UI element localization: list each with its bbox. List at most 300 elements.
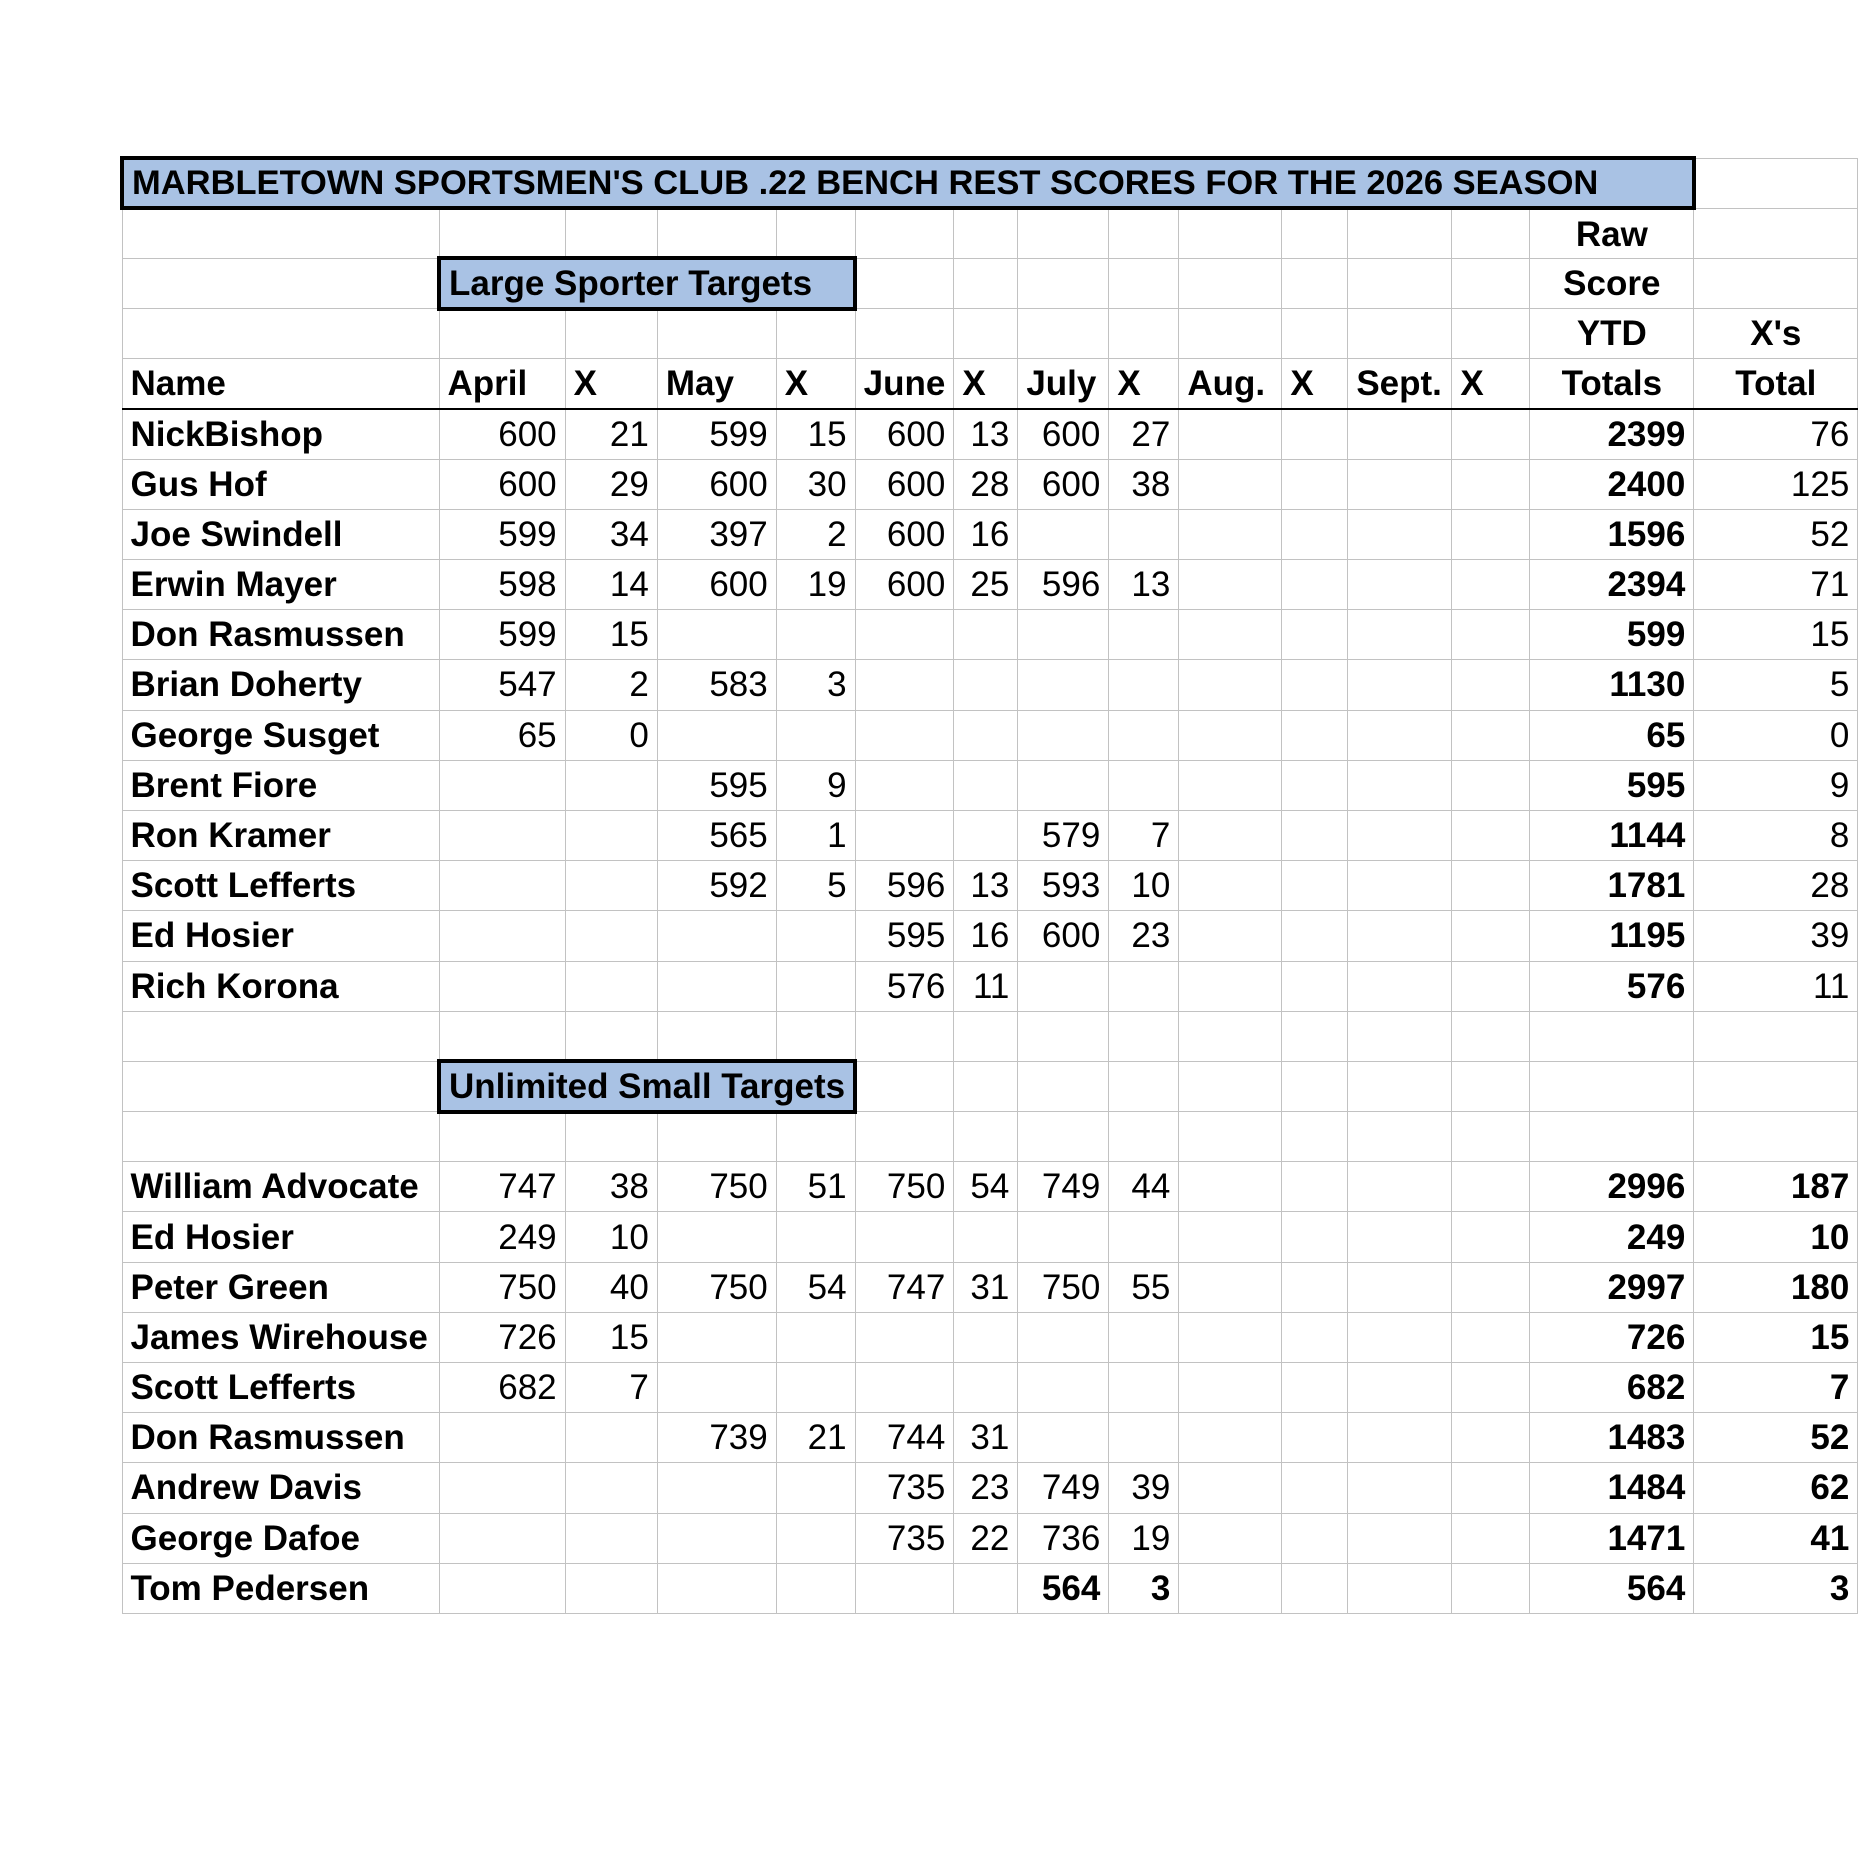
score-cell[interactable]: 747 [439, 1162, 565, 1212]
score-cell[interactable] [1179, 1413, 1282, 1463]
score-cell[interactable]: 600 [657, 560, 776, 610]
player-name-cell[interactable]: Erwin Mayer [122, 560, 439, 610]
player-name-cell[interactable]: Brent Fiore [122, 760, 439, 810]
score-cell[interactable] [439, 961, 565, 1011]
score-cell[interactable] [1348, 810, 1452, 860]
score-cell[interactable] [1348, 660, 1452, 710]
raw-total-cell[interactable]: 564 [1530, 1563, 1694, 1613]
score-cell[interactable]: 749 [1018, 1162, 1109, 1212]
raw-total-cell[interactable]: 599 [1530, 610, 1694, 660]
x-count-cell[interactable]: 2 [776, 509, 855, 559]
player-name-cell[interactable]: Ron Kramer [122, 810, 439, 860]
score-cell[interactable] [657, 1212, 776, 1262]
x-count-cell[interactable]: 14 [565, 560, 657, 610]
empty-cell[interactable] [1530, 1112, 1694, 1162]
x-count-cell[interactable] [1452, 459, 1530, 509]
player-name-cell[interactable]: Rich Korona [122, 961, 439, 1011]
score-cell[interactable] [1348, 1563, 1452, 1613]
score-cell[interactable] [855, 1363, 954, 1413]
x-count-cell[interactable]: 38 [1109, 459, 1179, 509]
x-count-cell[interactable] [565, 1563, 657, 1613]
score-cell[interactable] [657, 1513, 776, 1563]
score-cell[interactable] [657, 961, 776, 1011]
x-count-cell[interactable]: 13 [954, 409, 1018, 459]
score-cell[interactable] [855, 710, 954, 760]
x-total-cell[interactable]: 15 [1694, 610, 1858, 660]
score-cell[interactable] [855, 810, 954, 860]
x-count-cell[interactable]: 28 [954, 459, 1018, 509]
x-count-cell[interactable]: 40 [565, 1262, 657, 1312]
player-name-cell[interactable]: Andrew Davis [122, 1463, 439, 1513]
empty-cell[interactable] [954, 1011, 1018, 1061]
x-count-cell[interactable] [776, 610, 855, 660]
score-cell[interactable]: 600 [1018, 911, 1109, 961]
empty-cell[interactable] [122, 208, 439, 258]
score-cell[interactable]: 749 [1018, 1463, 1109, 1513]
score-cell[interactable] [1179, 710, 1282, 760]
score-cell[interactable] [657, 911, 776, 961]
empty-cell[interactable] [565, 1112, 657, 1162]
x-count-cell[interactable]: 3 [776, 660, 855, 710]
x-count-cell[interactable] [1452, 760, 1530, 810]
score-cell[interactable] [1348, 509, 1452, 559]
player-name-cell[interactable]: George Dafoe [122, 1513, 439, 1563]
score-cell[interactable] [1348, 1513, 1452, 1563]
x-count-cell[interactable] [776, 1563, 855, 1613]
empty-cell[interactable] [1452, 1011, 1530, 1061]
empty-cell[interactable] [1282, 1011, 1348, 1061]
score-cell[interactable] [1179, 1563, 1282, 1613]
x-count-cell[interactable] [1452, 1513, 1530, 1563]
empty-cell[interactable] [122, 1112, 439, 1162]
raw-total-cell[interactable]: 2997 [1530, 1262, 1694, 1312]
score-cell[interactable] [855, 1563, 954, 1613]
raw-total-cell[interactable]: 1483 [1530, 1413, 1694, 1463]
x-count-cell[interactable] [1452, 1262, 1530, 1312]
player-name-cell[interactable]: Brian Doherty [122, 660, 439, 710]
score-cell[interactable]: 599 [439, 509, 565, 559]
score-cell[interactable] [1179, 560, 1282, 610]
x-count-cell[interactable] [1452, 660, 1530, 710]
empty-cell[interactable] [657, 1011, 776, 1061]
score-cell[interactable]: 595 [657, 760, 776, 810]
x-count-cell[interactable]: 22 [954, 1513, 1018, 1563]
score-cell[interactable]: 599 [657, 409, 776, 459]
empty-cell[interactable] [1348, 1112, 1452, 1162]
x-total-cell[interactable]: 9 [1694, 760, 1858, 810]
x-count-cell[interactable] [1282, 1162, 1348, 1212]
empty-cell[interactable] [122, 258, 439, 308]
x-count-cell[interactable] [1282, 1463, 1348, 1513]
score-cell[interactable] [1018, 961, 1109, 1011]
score-cell[interactable] [439, 1463, 565, 1513]
empty-cell[interactable] [954, 1112, 1018, 1162]
score-cell[interactable] [1179, 1312, 1282, 1362]
x-count-cell[interactable]: 25 [954, 560, 1018, 610]
raw-total-cell[interactable]: 1484 [1530, 1463, 1694, 1513]
x-total-cell[interactable]: 180 [1694, 1262, 1858, 1312]
x-count-cell[interactable] [1109, 660, 1179, 710]
x-total-cell[interactable]: 125 [1694, 459, 1858, 509]
empty-cell[interactable] [1694, 158, 1858, 208]
score-cell[interactable] [1179, 911, 1282, 961]
x-count-cell[interactable]: 1 [776, 810, 855, 860]
x-count-cell[interactable] [1109, 1312, 1179, 1362]
x-count-cell[interactable] [776, 1363, 855, 1413]
score-cell[interactable]: 565 [657, 810, 776, 860]
x-count-cell[interactable] [1282, 1212, 1348, 1262]
x-count-cell[interactable] [776, 961, 855, 1011]
x-total-cell[interactable]: 41 [1694, 1513, 1858, 1563]
score-cell[interactable] [1018, 1312, 1109, 1362]
raw-total-cell[interactable]: 2400 [1530, 459, 1694, 509]
player-name-cell[interactable]: Gus Hof [122, 459, 439, 509]
x-count-cell[interactable]: 19 [1109, 1513, 1179, 1563]
score-cell[interactable]: 596 [1018, 560, 1109, 610]
x-count-cell[interactable]: 2 [565, 660, 657, 710]
x-count-cell[interactable]: 55 [1109, 1262, 1179, 1312]
empty-cell[interactable] [776, 1011, 855, 1061]
empty-cell[interactable] [1018, 1112, 1109, 1162]
empty-cell[interactable] [1694, 1011, 1858, 1061]
x-count-cell[interactable] [1282, 409, 1348, 459]
x-count-cell[interactable] [954, 1363, 1018, 1413]
x-count-cell[interactable] [954, 1312, 1018, 1362]
x-count-cell[interactable] [1282, 961, 1348, 1011]
x-count-cell[interactable] [1452, 1413, 1530, 1463]
x-count-cell[interactable] [954, 1563, 1018, 1613]
score-cell[interactable] [855, 760, 954, 810]
x-count-cell[interactable] [776, 911, 855, 961]
empty-cell[interactable] [565, 1011, 657, 1061]
score-cell[interactable] [657, 1463, 776, 1513]
score-cell[interactable] [657, 710, 776, 760]
raw-total-cell[interactable]: 595 [1530, 760, 1694, 810]
score-cell[interactable] [1348, 760, 1452, 810]
score-cell[interactable] [657, 610, 776, 660]
x-count-cell[interactable] [1282, 1262, 1348, 1312]
x-count-cell[interactable] [1282, 1363, 1348, 1413]
score-cell[interactable] [657, 1312, 776, 1362]
score-cell[interactable]: 600 [855, 409, 954, 459]
x-count-cell[interactable] [1282, 710, 1348, 760]
score-cell[interactable] [439, 1563, 565, 1613]
x-count-cell[interactable]: 19 [776, 560, 855, 610]
empty-cell[interactable] [1348, 1011, 1452, 1061]
score-cell[interactable]: 596 [855, 861, 954, 911]
empty-cell[interactable] [1109, 1011, 1179, 1061]
x-total-cell[interactable]: 3 [1694, 1563, 1858, 1613]
score-cell[interactable] [1179, 509, 1282, 559]
x-count-cell[interactable]: 39 [1109, 1463, 1179, 1513]
x-count-cell[interactable] [1452, 560, 1530, 610]
x-count-cell[interactable] [1452, 1463, 1530, 1513]
raw-total-cell[interactable]: 576 [1530, 961, 1694, 1011]
score-cell[interactable]: 600 [439, 409, 565, 459]
score-cell[interactable] [1348, 409, 1452, 459]
empty-cell[interactable] [439, 1112, 565, 1162]
x-count-cell[interactable]: 16 [954, 509, 1018, 559]
player-name-cell[interactable]: Ed Hosier [122, 911, 439, 961]
score-cell[interactable]: 750 [855, 1162, 954, 1212]
x-count-cell[interactable]: 38 [565, 1162, 657, 1212]
x-count-cell[interactable]: 54 [776, 1262, 855, 1312]
x-count-cell[interactable] [1452, 610, 1530, 660]
empty-cell[interactable] [954, 1061, 1018, 1111]
score-cell[interactable] [1348, 911, 1452, 961]
player-name-cell[interactable]: James Wirehouse [122, 1312, 439, 1362]
score-cell[interactable] [1179, 459, 1282, 509]
score-cell[interactable] [1348, 961, 1452, 1011]
x-count-cell[interactable] [1282, 760, 1348, 810]
raw-total-cell[interactable]: 1130 [1530, 660, 1694, 710]
x-count-cell[interactable]: 10 [1109, 861, 1179, 911]
raw-total-cell[interactable]: 65 [1530, 710, 1694, 760]
x-count-cell[interactable]: 21 [565, 409, 657, 459]
empty-cell[interactable] [1179, 1112, 1282, 1162]
x-count-cell[interactable] [1452, 961, 1530, 1011]
x-count-cell[interactable]: 15 [565, 610, 657, 660]
score-cell[interactable]: 397 [657, 509, 776, 559]
score-cell[interactable] [439, 861, 565, 911]
score-cell[interactable] [1179, 1363, 1282, 1413]
x-count-cell[interactable] [565, 861, 657, 911]
raw-total-cell[interactable]: 1781 [1530, 861, 1694, 911]
score-cell[interactable] [1348, 1463, 1452, 1513]
x-count-cell[interactable] [954, 710, 1018, 760]
score-cell[interactable] [1018, 1413, 1109, 1463]
player-name-cell[interactable]: NickBishop [122, 409, 439, 459]
x-count-cell[interactable]: 54 [954, 1162, 1018, 1212]
raw-total-cell[interactable]: 2399 [1530, 409, 1694, 459]
empty-cell[interactable] [439, 1011, 565, 1061]
empty-cell[interactable] [122, 1061, 439, 1111]
empty-cell[interactable] [1109, 1061, 1179, 1111]
x-count-cell[interactable] [1282, 1513, 1348, 1563]
score-cell[interactable]: 600 [855, 560, 954, 610]
score-cell[interactable]: 600 [439, 459, 565, 509]
score-cell[interactable] [657, 1563, 776, 1613]
score-cell[interactable]: 547 [439, 660, 565, 710]
x-count-cell[interactable] [1109, 760, 1179, 810]
x-count-cell[interactable] [565, 760, 657, 810]
x-count-cell[interactable] [565, 810, 657, 860]
x-count-cell[interactable] [565, 1413, 657, 1463]
x-count-cell[interactable] [1452, 409, 1530, 459]
x-total-cell[interactable]: 62 [1694, 1463, 1858, 1513]
score-cell[interactable] [1179, 1463, 1282, 1513]
x-count-cell[interactable]: 23 [1109, 911, 1179, 961]
score-cell[interactable]: 747 [855, 1262, 954, 1312]
x-count-cell[interactable] [1282, 911, 1348, 961]
x-count-cell[interactable]: 34 [565, 509, 657, 559]
x-total-cell[interactable]: 52 [1694, 509, 1858, 559]
empty-cell[interactable] [855, 1112, 954, 1162]
empty-cell[interactable] [1348, 1061, 1452, 1111]
raw-total-cell[interactable]: 1471 [1530, 1513, 1694, 1563]
score-cell[interactable]: 726 [439, 1312, 565, 1362]
raw-total-cell[interactable]: 1195 [1530, 911, 1694, 961]
score-cell[interactable]: 744 [855, 1413, 954, 1463]
x-count-cell[interactable]: 10 [565, 1212, 657, 1262]
score-cell[interactable] [1348, 1212, 1452, 1262]
x-count-cell[interactable] [954, 660, 1018, 710]
empty-cell[interactable] [1018, 1061, 1109, 1111]
raw-total-cell[interactable]: 2996 [1530, 1162, 1694, 1212]
score-cell[interactable] [439, 760, 565, 810]
score-cell[interactable] [439, 810, 565, 860]
score-cell[interactable]: 600 [855, 509, 954, 559]
raw-total-cell[interactable]: 1144 [1530, 810, 1694, 860]
empty-cell[interactable] [855, 1061, 954, 1111]
x-count-cell[interactable]: 31 [954, 1262, 1018, 1312]
score-cell[interactable]: 600 [1018, 409, 1109, 459]
x-count-cell[interactable] [1452, 509, 1530, 559]
empty-cell[interactable] [1694, 1112, 1858, 1162]
raw-total-cell[interactable]: 2394 [1530, 560, 1694, 610]
x-count-cell[interactable] [1452, 710, 1530, 760]
score-cell[interactable]: 564 [1018, 1563, 1109, 1613]
empty-cell[interactable] [657, 1112, 776, 1162]
x-count-cell[interactable] [1452, 810, 1530, 860]
score-cell[interactable] [1018, 509, 1109, 559]
player-name-cell[interactable]: George Susget [122, 710, 439, 760]
empty-cell[interactable] [1452, 1061, 1530, 1111]
x-count-cell[interactable] [1282, 509, 1348, 559]
x-count-cell[interactable]: 21 [776, 1413, 855, 1463]
x-count-cell[interactable] [1109, 1363, 1179, 1413]
score-cell[interactable] [1348, 1162, 1452, 1212]
x-count-cell[interactable] [1282, 1563, 1348, 1613]
score-cell[interactable] [1348, 560, 1452, 610]
x-count-cell[interactable]: 7 [1109, 810, 1179, 860]
player-name-cell[interactable]: Scott Lefferts [122, 861, 439, 911]
x-total-cell[interactable]: 39 [1694, 911, 1858, 961]
player-name-cell[interactable]: Tom Pedersen [122, 1563, 439, 1613]
x-count-cell[interactable]: 31 [954, 1413, 1018, 1463]
score-cell[interactable] [1179, 760, 1282, 810]
raw-total-cell[interactable]: 249 [1530, 1212, 1694, 1262]
score-cell[interactable]: 735 [855, 1513, 954, 1563]
x-count-cell[interactable] [1282, 560, 1348, 610]
score-cell[interactable] [1018, 710, 1109, 760]
score-cell[interactable]: 735 [855, 1463, 954, 1513]
x-count-cell[interactable]: 44 [1109, 1162, 1179, 1212]
x-count-cell[interactable] [565, 1513, 657, 1563]
raw-total-cell[interactable]: 726 [1530, 1312, 1694, 1362]
x-count-cell[interactable] [1452, 911, 1530, 961]
x-count-cell[interactable] [776, 1463, 855, 1513]
score-cell[interactable] [439, 911, 565, 961]
score-cell[interactable] [1348, 459, 1452, 509]
x-count-cell[interactable]: 23 [954, 1463, 1018, 1513]
x-count-cell[interactable] [954, 810, 1018, 860]
x-count-cell[interactable] [1109, 509, 1179, 559]
score-cell[interactable] [1348, 1262, 1452, 1312]
x-count-cell[interactable] [776, 710, 855, 760]
x-count-cell[interactable] [1282, 861, 1348, 911]
x-count-cell[interactable] [954, 1212, 1018, 1262]
x-total-cell[interactable]: 11 [1694, 961, 1858, 1011]
x-count-cell[interactable]: 0 [565, 710, 657, 760]
empty-cell[interactable] [1282, 1112, 1348, 1162]
x-count-cell[interactable] [776, 1212, 855, 1262]
empty-cell[interactable] [1179, 1011, 1282, 1061]
score-cell[interactable]: 598 [439, 560, 565, 610]
x-total-cell[interactable]: 7 [1694, 1363, 1858, 1413]
score-cell[interactable] [1179, 810, 1282, 860]
x-count-cell[interactable] [1452, 1312, 1530, 1362]
score-cell[interactable] [1348, 1413, 1452, 1463]
score-cell[interactable] [1018, 1212, 1109, 1262]
x-count-cell[interactable] [1282, 810, 1348, 860]
x-count-cell[interactable]: 7 [565, 1363, 657, 1413]
player-name-cell[interactable]: William Advocate [122, 1162, 439, 1212]
x-count-cell[interactable] [1109, 1212, 1179, 1262]
player-name-cell[interactable]: Scott Lefferts [122, 1363, 439, 1413]
x-count-cell[interactable] [1452, 1162, 1530, 1212]
x-count-cell[interactable]: 30 [776, 459, 855, 509]
x-count-cell[interactable] [1109, 610, 1179, 660]
x-count-cell[interactable]: 5 [776, 861, 855, 911]
x-count-cell[interactable] [1452, 861, 1530, 911]
score-cell[interactable] [1018, 610, 1109, 660]
x-count-cell[interactable]: 11 [954, 961, 1018, 1011]
score-cell[interactable] [439, 1513, 565, 1563]
score-cell[interactable] [657, 1363, 776, 1413]
x-count-cell[interactable]: 9 [776, 760, 855, 810]
score-cell[interactable] [1348, 861, 1452, 911]
x-count-cell[interactable]: 13 [1109, 560, 1179, 610]
score-cell[interactable] [1018, 760, 1109, 810]
x-total-cell[interactable]: 76 [1694, 409, 1858, 459]
raw-total-cell[interactable]: 682 [1530, 1363, 1694, 1413]
x-count-cell[interactable] [1282, 1312, 1348, 1362]
raw-total-cell[interactable]: 1596 [1530, 509, 1694, 559]
player-name-cell[interactable]: Don Rasmussen [122, 610, 439, 660]
score-cell[interactable]: 595 [855, 911, 954, 961]
x-count-cell[interactable] [565, 961, 657, 1011]
x-total-cell[interactable]: 187 [1694, 1162, 1858, 1212]
score-cell[interactable]: 750 [657, 1262, 776, 1312]
score-cell[interactable] [855, 1312, 954, 1362]
player-name-cell[interactable]: Peter Green [122, 1262, 439, 1312]
x-total-cell[interactable]: 71 [1694, 560, 1858, 610]
x-total-cell[interactable]: 10 [1694, 1212, 1858, 1262]
score-cell[interactable] [1179, 861, 1282, 911]
score-cell[interactable]: 599 [439, 610, 565, 660]
score-cell[interactable] [1179, 1212, 1282, 1262]
score-cell[interactable] [1179, 409, 1282, 459]
x-total-cell[interactable]: 15 [1694, 1312, 1858, 1362]
score-cell[interactable] [1348, 1312, 1452, 1362]
score-cell[interactable]: 600 [855, 459, 954, 509]
score-cell[interactable]: 600 [1018, 459, 1109, 509]
empty-cell[interactable] [1018, 1011, 1109, 1061]
empty-cell[interactable] [1282, 1061, 1348, 1111]
x-count-cell[interactable] [1452, 1363, 1530, 1413]
score-cell[interactable] [1179, 961, 1282, 1011]
score-cell[interactable] [1179, 1262, 1282, 1312]
x-count-cell[interactable]: 13 [954, 861, 1018, 911]
x-count-cell[interactable] [1452, 1563, 1530, 1613]
empty-cell[interactable] [1452, 1112, 1530, 1162]
empty-cell[interactable] [1694, 1061, 1858, 1111]
empty-cell[interactable] [1530, 1011, 1694, 1061]
x-count-cell[interactable]: 16 [954, 911, 1018, 961]
score-cell[interactable]: 750 [439, 1262, 565, 1312]
x-count-cell[interactable]: 51 [776, 1162, 855, 1212]
